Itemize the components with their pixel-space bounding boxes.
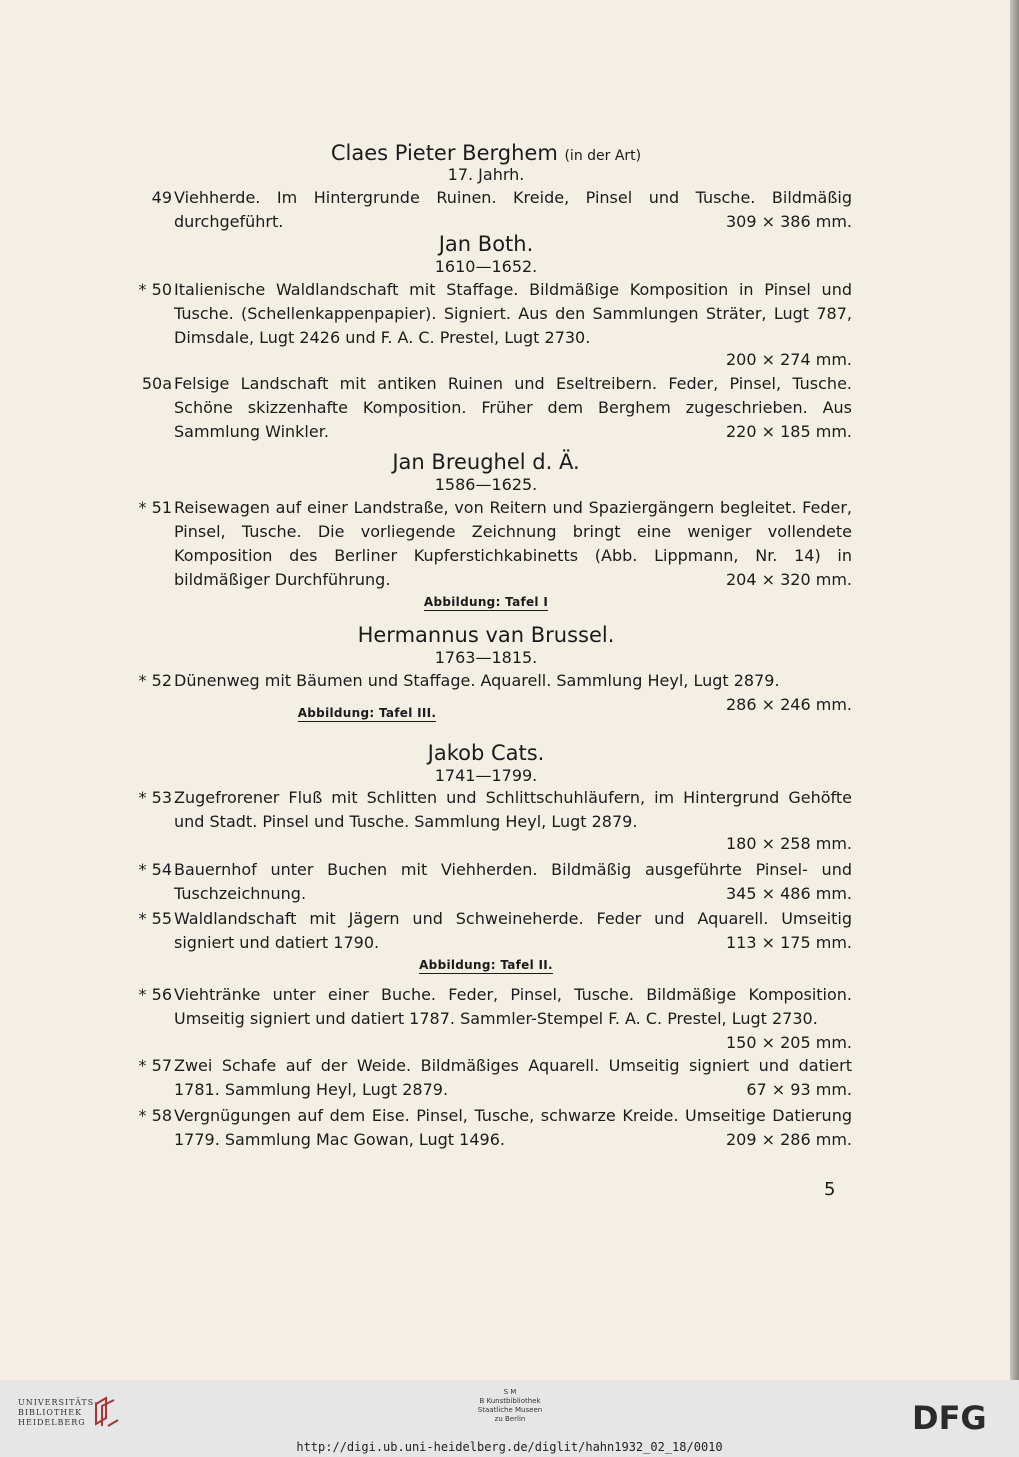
catalog-entry [120, 983, 852, 1055]
artist-heading: Jan Both. [438, 232, 534, 256]
artist-heading: Claes Pieter Berghem (in der Art) [330, 141, 642, 165]
entry-text: Vergnügungen auf dem Eise. Pinsel, Tusche, schwarze Kreide. Umseitige Datierung 1779. Sammlung Mac Gowan, Lugt 1496. [174, 1106, 852, 1149]
entry-dimensions: 286 × 246 mm. [726, 695, 852, 714]
catalog-entry [120, 186, 852, 234]
entry-number: * 50 [138, 280, 172, 299]
entry-number: 50a [141, 374, 172, 393]
entry-text: Zugefrorener Fluß mit Schlitten und Schlittschuhläufern, im Hintergrund Gehöfte und Stadt. Pinsel und Tusche. Sammlung Heyl, Lugt 2879. [174, 788, 852, 831]
entry-text: Waldlandschaft mit Jägern und Schweineherde. Feder und Aquarell. Umseitig signiert und datiert 1790. [174, 909, 852, 952]
artist-years: 1610—1652. [434, 257, 538, 276]
entry-dimensions: 150 × 205 mm. [726, 1033, 852, 1052]
entry-text: Viehtränke unter einer Buche. Feder, Pinsel, Tusche. Bildmäßige Komposition. Umseitig signiert und datiert 1787. Sammler-Stempel F. A. C. Prestel, Lugt 2730. [174, 985, 852, 1028]
catalog-entry [120, 372, 852, 444]
illustration-reference: Abbildung: Tafel I [423, 595, 549, 609]
entry-number: * 53 [138, 788, 172, 807]
entry-dimensions: 309 × 386 mm. [726, 212, 852, 231]
entry-dimensions: 180 × 258 mm. [726, 834, 852, 853]
catalog-entry [120, 1054, 852, 1102]
entry-number: * 52 [138, 671, 172, 690]
catalog-entry [120, 907, 852, 955]
entry-text: Zwei Schafe auf der Weide. Bildmäßiges Aquarell. Umseitig signiert und datiert 1781. Sammlung Heyl, Lugt 2879. [174, 1056, 852, 1099]
entry-number: * 56 [138, 985, 172, 1004]
entry-number: * 51 [138, 498, 172, 517]
illustration-reference: Abbildung: Tafel III. [297, 706, 437, 720]
artist-years: 1586—1625. [434, 475, 538, 494]
page-number: 5 [824, 1179, 836, 1200]
dfg-logo-icon [912, 1402, 1004, 1432]
catalog-entry [120, 278, 852, 374]
artist-heading: Hermannus van Brussel. [357, 623, 615, 647]
catalog-entry [120, 1104, 852, 1152]
entry-number: * 55 [138, 909, 172, 928]
entry-number: * 57 [138, 1056, 172, 1075]
entry-dimensions: 209 × 286 mm. [726, 1130, 852, 1149]
entry-dimensions: 345 × 486 mm. [726, 884, 852, 903]
artist-years: 1741—1799. [434, 766, 538, 785]
artist-years: 1763—1815. [434, 648, 538, 667]
entry-number: * 58 [138, 1106, 172, 1125]
catalog-entry [120, 496, 852, 592]
entry-text: Reisewagen auf einer Landstraße, von Reitern und Spaziergängern begleitet. Feder, Pinsel, Tusche. Die vorliegende Zeichnung bringt eine weniger vollendete Komposition des Berliner Kupferstichkabinetts (Abb. Lippmann, Nr. 14) in bildmäßiger Durchführung. [174, 498, 852, 589]
catalog-entry [120, 786, 852, 858]
entry-dimensions: 220 × 185 mm. [726, 422, 852, 441]
dfg-logo-text: DFG [912, 1402, 987, 1432]
artist-heading: Jan Breughel d. Ä. [392, 450, 580, 474]
entry-text: Dünenweg mit Bäumen und Staffage. Aquarell. Sammlung Heyl, Lugt 2879. [174, 671, 780, 690]
artist-years: 17. Jahrh. [447, 165, 525, 184]
library-stamp: S M B Kunstbibliothek Staatliche Museen zu Berlin [477, 1388, 543, 1423]
artist-heading: Jakob Cats. [427, 741, 545, 765]
entry-text: Felsige Landschaft mit antiken Ruinen und Eseltreibern. Feder, Pinsel, Tusche. Schöne skizzenhafte Komposition. Früher dem Berghem zugeschrieben. Aus Sammlung Winkler. [174, 374, 852, 441]
viewer-footer [0, 1380, 1019, 1457]
entry-text: Viehherde. Im Hintergrunde Ruinen. Kreide, Pinsel und Tusche. Bildmäßig durchgeführt. [174, 188, 852, 231]
source-url[interactable]: http://digi.ub.uni-heidelberg.de/diglit/hahn1932_02_18/0010 [296, 1440, 723, 1454]
entry-dimensions: 204 × 320 mm. [726, 570, 852, 589]
entry-dimensions: 67 × 93 mm. [746, 1080, 852, 1099]
university-logo-icon [92, 1394, 122, 1428]
illustration-reference: Abbildung: Tafel II. [419, 958, 553, 972]
page-edge [1010, 0, 1019, 1380]
catalog-entry [120, 858, 852, 906]
entry-dimensions: 200 × 274 mm. [726, 350, 852, 369]
entry-text: Bauernhof unter Buchen mit Viehherden. Bildmäßig ausgeführte Pinsel- und Tuschzeichnung. [174, 860, 852, 903]
entry-number: * 54 [138, 860, 172, 879]
university-library-label: UNIVERSITÄTS- BIBLIOTHEK HEIDELBERG [18, 1398, 99, 1427]
entry-text: Italienische Waldlandschaft mit Staffage. Bildmäßige Komposition in Pinsel und Tusche. (Schellenkappenpapier). Signiert. Aus den Sammlungen Sträter, Lugt 787, Dimsdale, Lugt 2426 und F. A. C. Prestel, Lugt 2730. [174, 280, 852, 347]
entry-number: 49 [151, 188, 172, 207]
entry-dimensions: 113 × 175 mm. [726, 933, 852, 952]
